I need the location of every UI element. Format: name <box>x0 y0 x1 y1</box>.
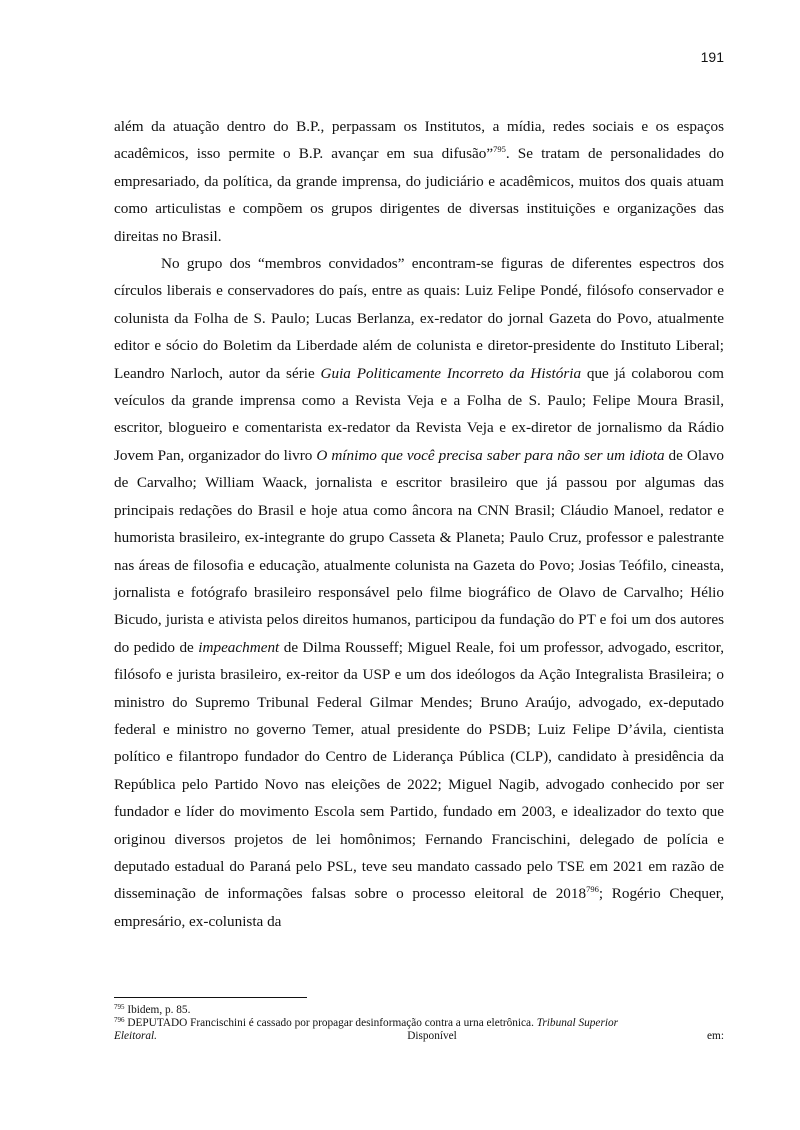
paragraph-2-text-b: que já colaborou com veículos da grande imprensa como a Revista Veja e a Folha de S. Paulo; Felipe Moura Brasil, escritor, blogueiro e comentarista ex-redator da Revista Veja e ex-diretor de jornalismo da Rádio Jovem Pan, organizador do livro <box>114 364 724 464</box>
paragraph-2-text-a: No grupo dos “membros convidados” encontram-se figuras de diferentes espectros dos círculos liberais e conservadores do país, entre as quais: Luiz Felipe Pondé, filósofo conservador e colunista da Folha de S. Paulo; Lucas Berlanza, ex-redator do jornal Gazeta do Povo, atualmente editor e sócio do Boletim da Liberdade além de colunista e diretor-presidente do Instituto Liberal; Leandro Narloch, autor da série <box>114 255 724 382</box>
book-title-guia: Guia Politicamente Incorreto da História <box>320 364 582 382</box>
paragraph-2-text-d: de Dilma Rousseff; Miguel Reale, foi um professor, advogado, escritor, filósofo e jurista brasileiro, ex-reitor da USP e um dos ideólogos da Ação Integralista Brasileira; o ministro do Supremo Tribunal Federal Gilmar Mendes; Bruno Araújo, advogado, ex-deputado federal e ministro no governo Temer, atual presidente do PSDB; Luiz Felipe D’ávila, cientista político e filantropo fundador do Centro de Liderança Pública (CLP), candidato à presidência da República pelo Partido Novo nas eleições de 2022; Miguel Nagib, advogado conhecido por ser fundador e líder do movimento Escola sem Partido, fundado em 2003, e idealizador do texto que originou diversos projetos de lei homônimos; Fernando Francischini, delegado de polícia e deputado estadual do Paraná pelo PSL, teve seu mandato cassado pelo TSE em 2021 em razão de disseminação de informações falsas sobre o processo eleitoral de 2018 <box>114 638 725 903</box>
footnote-source: Tribunal Superior <box>536 1017 619 1029</box>
footnote-text: Ibidem, p. 85. <box>124 1004 191 1016</box>
body-text <box>114 113 724 935</box>
paragraph-2-text-e: ; Rogério Chequer, empresário, ex-colunista da <box>114 885 724 930</box>
footnote-796-last-line <box>114 1030 724 1043</box>
footnote-795 <box>114 1004 724 1017</box>
paragraph-1-text-b: . Se tratam de personalidades do empresariado, da política, da grande imprensa, do judiciário e acadêmicos, muitos dos quais atuam como articulistas e compõem os grupos dirigentes de diversas instituições e organizações das direitas no Brasil. <box>114 145 724 245</box>
paragraph-2 <box>114 250 724 935</box>
footnote-ref-795[interactable]: 795 <box>493 144 506 155</box>
footnote-796 <box>114 1017 724 1030</box>
page-number: 191 <box>700 49 724 65</box>
footnote-number: 795 <box>114 1003 125 1011</box>
footnote-at: em: <box>707 1030 724 1042</box>
footnotes <box>114 1004 724 1043</box>
paragraph-1-text-a: além da atuação dentro do B.P., perpassam os Institutos, a mídia, redes sociais e os espaços acadêmicos, isso permite o B.P. avançar em sua difusão” <box>114 118 724 163</box>
paragraph-2-text-c: de Olavo de Carvalho; William Waack, jornalista e escritor brasileiro que já passou por algumas das principais redações do Brasil e hoje atua como âncora na CNN Brasil; Cláudio Manoel, redator e humorista brasileiro, ex-integrante do grupo Casseta & Planeta; Paulo Cruz, professor e palestrante nas áreas de filosofia e educação, atualmente colunista na Gazeta do Povo; Josias Teófilo, cineasta, jornalista e fotógrafo brasileiro responsável pelo filme biográfico de Olavo de Carvalho; Hélio Bicudo, jurista e ativista pelos direitos humanos, participou da fundação do PT e foi um dos autores do pedido de <box>114 446 725 656</box>
paragraph-1 <box>114 113 724 250</box>
footnote-source-end: Eleitoral. <box>114 1030 157 1042</box>
book-title-minimo: O mínimo que você precisa saber para não ser um idiota <box>316 446 665 464</box>
footnote-available: Disponível <box>407 1030 457 1042</box>
footnote-separator <box>114 997 307 998</box>
footnote-text: DEPUTADO Francischini é cassado por propagar desinformação contra a urna eletrônica. <box>124 1017 537 1029</box>
footnote-ref-796[interactable]: 796 <box>586 884 599 895</box>
term-impeachment: impeachment <box>198 638 280 656</box>
footnote-number: 796 <box>114 1016 125 1024</box>
